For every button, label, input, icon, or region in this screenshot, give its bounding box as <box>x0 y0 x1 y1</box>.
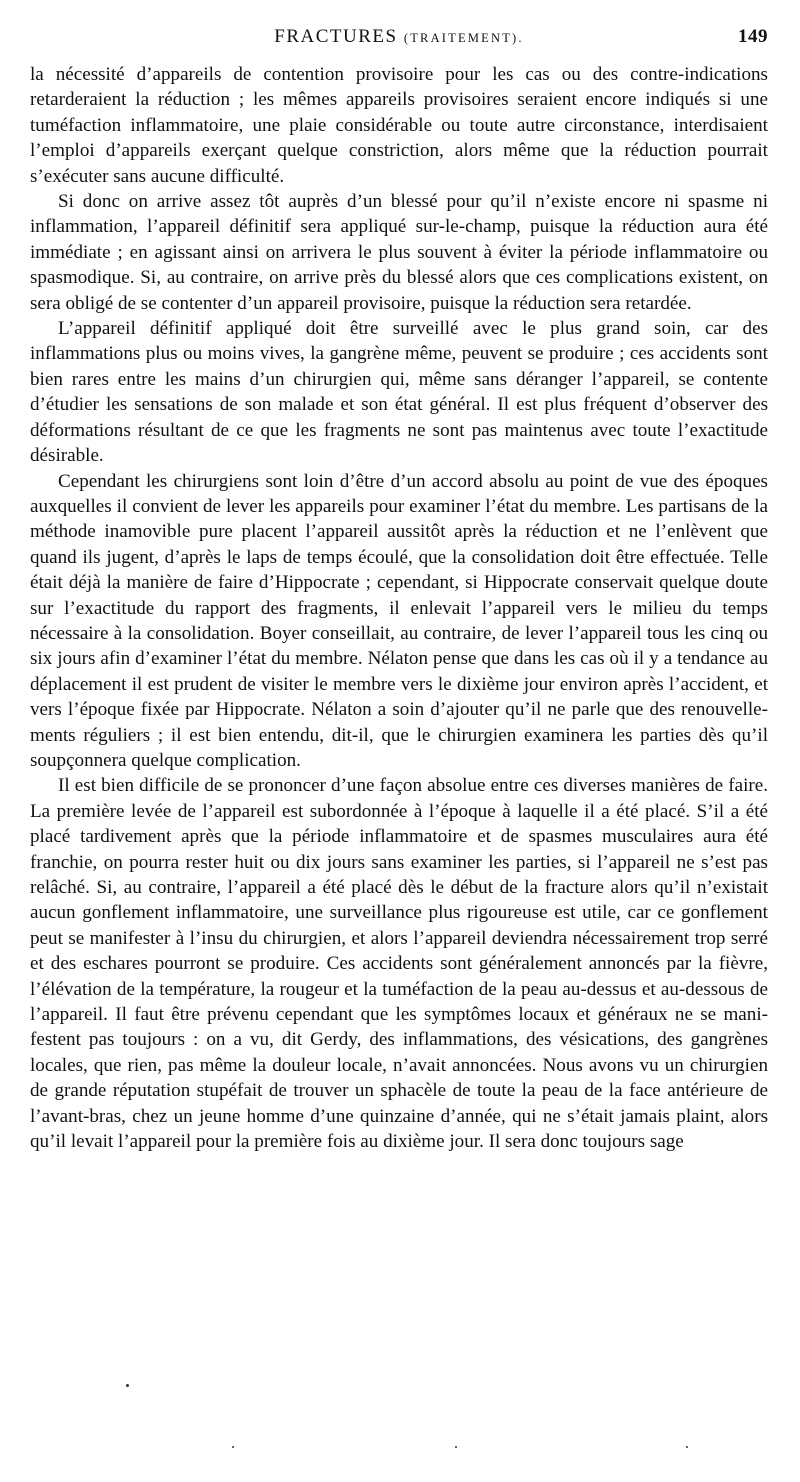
page <box>30 26 768 1154</box>
ink-speck <box>455 1446 457 1448</box>
paragraph-2: Si donc on arrive assez tôt auprès d’un blessé pour qu’il n’existe encore ni spasme ni inflammation, l’appareil définitif sera appliqué sur-le-champ, puisque la réduction aura été immédiate ; en agissant ainsi on arrivera le plus souvent à éviter la période inflammatoire ou spasmodique. Si, au contraire, on arrive près du blessé alors que ces complications existent, on sera obligé de se contenter d’un appareil provisoire, puisque la réduction sera retardée. <box>30 191 768 314</box>
paragraph-5: Il est bien difficile de se prononcer d’une façon absolue entre ces diverses manières de faire. La première levée de l’appareil est subordonnée à l’époque à laquelle il a été placé. S’il a été placé tardivement après que la période inflammatoire et de spasmes musculaires aura été franchie, on pourra rester huit ou dix jours sans examiner les parties, si l’appareil ne s’est pas relâché. Si, au contraire, l’appareil a été placé dès le début de la fracture alors qu’il n’existait aucun gonflement inflammatoire, une surveillance plus rigoureuse est utile, car ce gonflement peut se manifester à l’insu du chirurgien, et alors l’appareil deviendra nécessairement trop serré et des eschares pourront se produire. Ces accidents sont généralement annoncés par la fièvre, l’élévation de la température, la rougeur et la tuméfaction de la peau au-dessus et au-dessous de l’appareil. Il faut être prévenu cependant que les symptômes locaux et généraux ne se manifestent pas toujours : on a vu, dit Gerdy, des inflammations, des vésications, des gangrènes locales, que rien, pas même la douleur locale, n’avait annoncées. Nous avons vu un chirurgien de grande réputation stupéfait de trouver un sphacèle de toute la peau de la face antérieure de l’avant-bras, chez un jeune homme d’une quinzaine d’année, qui ne s’était jamais plaint, alors qu’il levait l’appareil pour la première fois au dixième jour. Il sera donc toujours sage <box>30 775 768 1153</box>
body-text <box>30 62 768 1154</box>
running-title <box>30 26 768 48</box>
ink-speck <box>686 1446 688 1448</box>
page-number: 149 <box>738 26 768 47</box>
paragraph-3: L’appareil définitif appliqué doit être surveillé avec le plus grand soin, car des inflammations plus ou moins vives, la gangrène même, peuvent se produire ; ces accidents sont bien rares entre les mains d’un chirurgien qui, même sans déranger l’appareil, se contente d’étudier les sensations de son malade et son état général. Il est plus fréquent d’observer des déformations résultant de ce que les fragments ne sont pas maintenus avec toute l’exactitude désirable. <box>30 318 768 467</box>
running-header <box>30 26 768 62</box>
paragraph-1: la nécessité d’appareils de contention provisoire pour les cas ou des contre-indications retarderaient la réduction ; les mêmes appareils provisoires seraient encore indiqués si une tuméfaction inflammatoire, une plaie considérable ou toute autre circonstance, interdisaient l’emploi d’appareils exerçant quelque constriction, alors même que la réduction pourrait s’exécuter sans aucune difficulté. <box>30 64 768 187</box>
ink-speck <box>232 1446 234 1448</box>
chapter-title: FRACTURES <box>274 26 398 47</box>
ink-speck <box>126 1384 129 1387</box>
paragraph-4: Cependant les chirurgiens sont loin d’être d’un accord absolu au point de vue des époques auxquelles il convient de lever les appareils pour examiner l’état du membre. Les partisans de la méthode inamovible pure placent l’appareil aussitôt après la réduction et ne l’enlèvent que quand ils jugent, d’après le laps de temps écoulé, que la consolidation doit être effectuée. Telle était déjà la manière de faire d’Hippocrate ; cependant, si Hippocrate conservait quelque doute sur l’exactitude du rapport des fragments, il enlevait l’appareil vers le milieu du temps nécessaire à la consolidation. Boyer conseillait, au contraire, de lever l’appareil tous les cinq ou six jours afin d’examiner l’état du membre. Nélaton pense que dans les cas où il y a tendance au déplacement il est prudent de visiter le membre vers le dixième jour environ après l’accident, et vers l’époque fixée par Hippocrate. Nélaton a soin d’ajouter qu’il ne parle que des renouvellements réguliers ; il est bien entendu, dit-il, que le chirurgien examinera les parties dès qu’il soupçonnera quelque complication. <box>30 470 768 771</box>
chapter-subtitle: (TRAITEMENT). <box>403 31 524 45</box>
